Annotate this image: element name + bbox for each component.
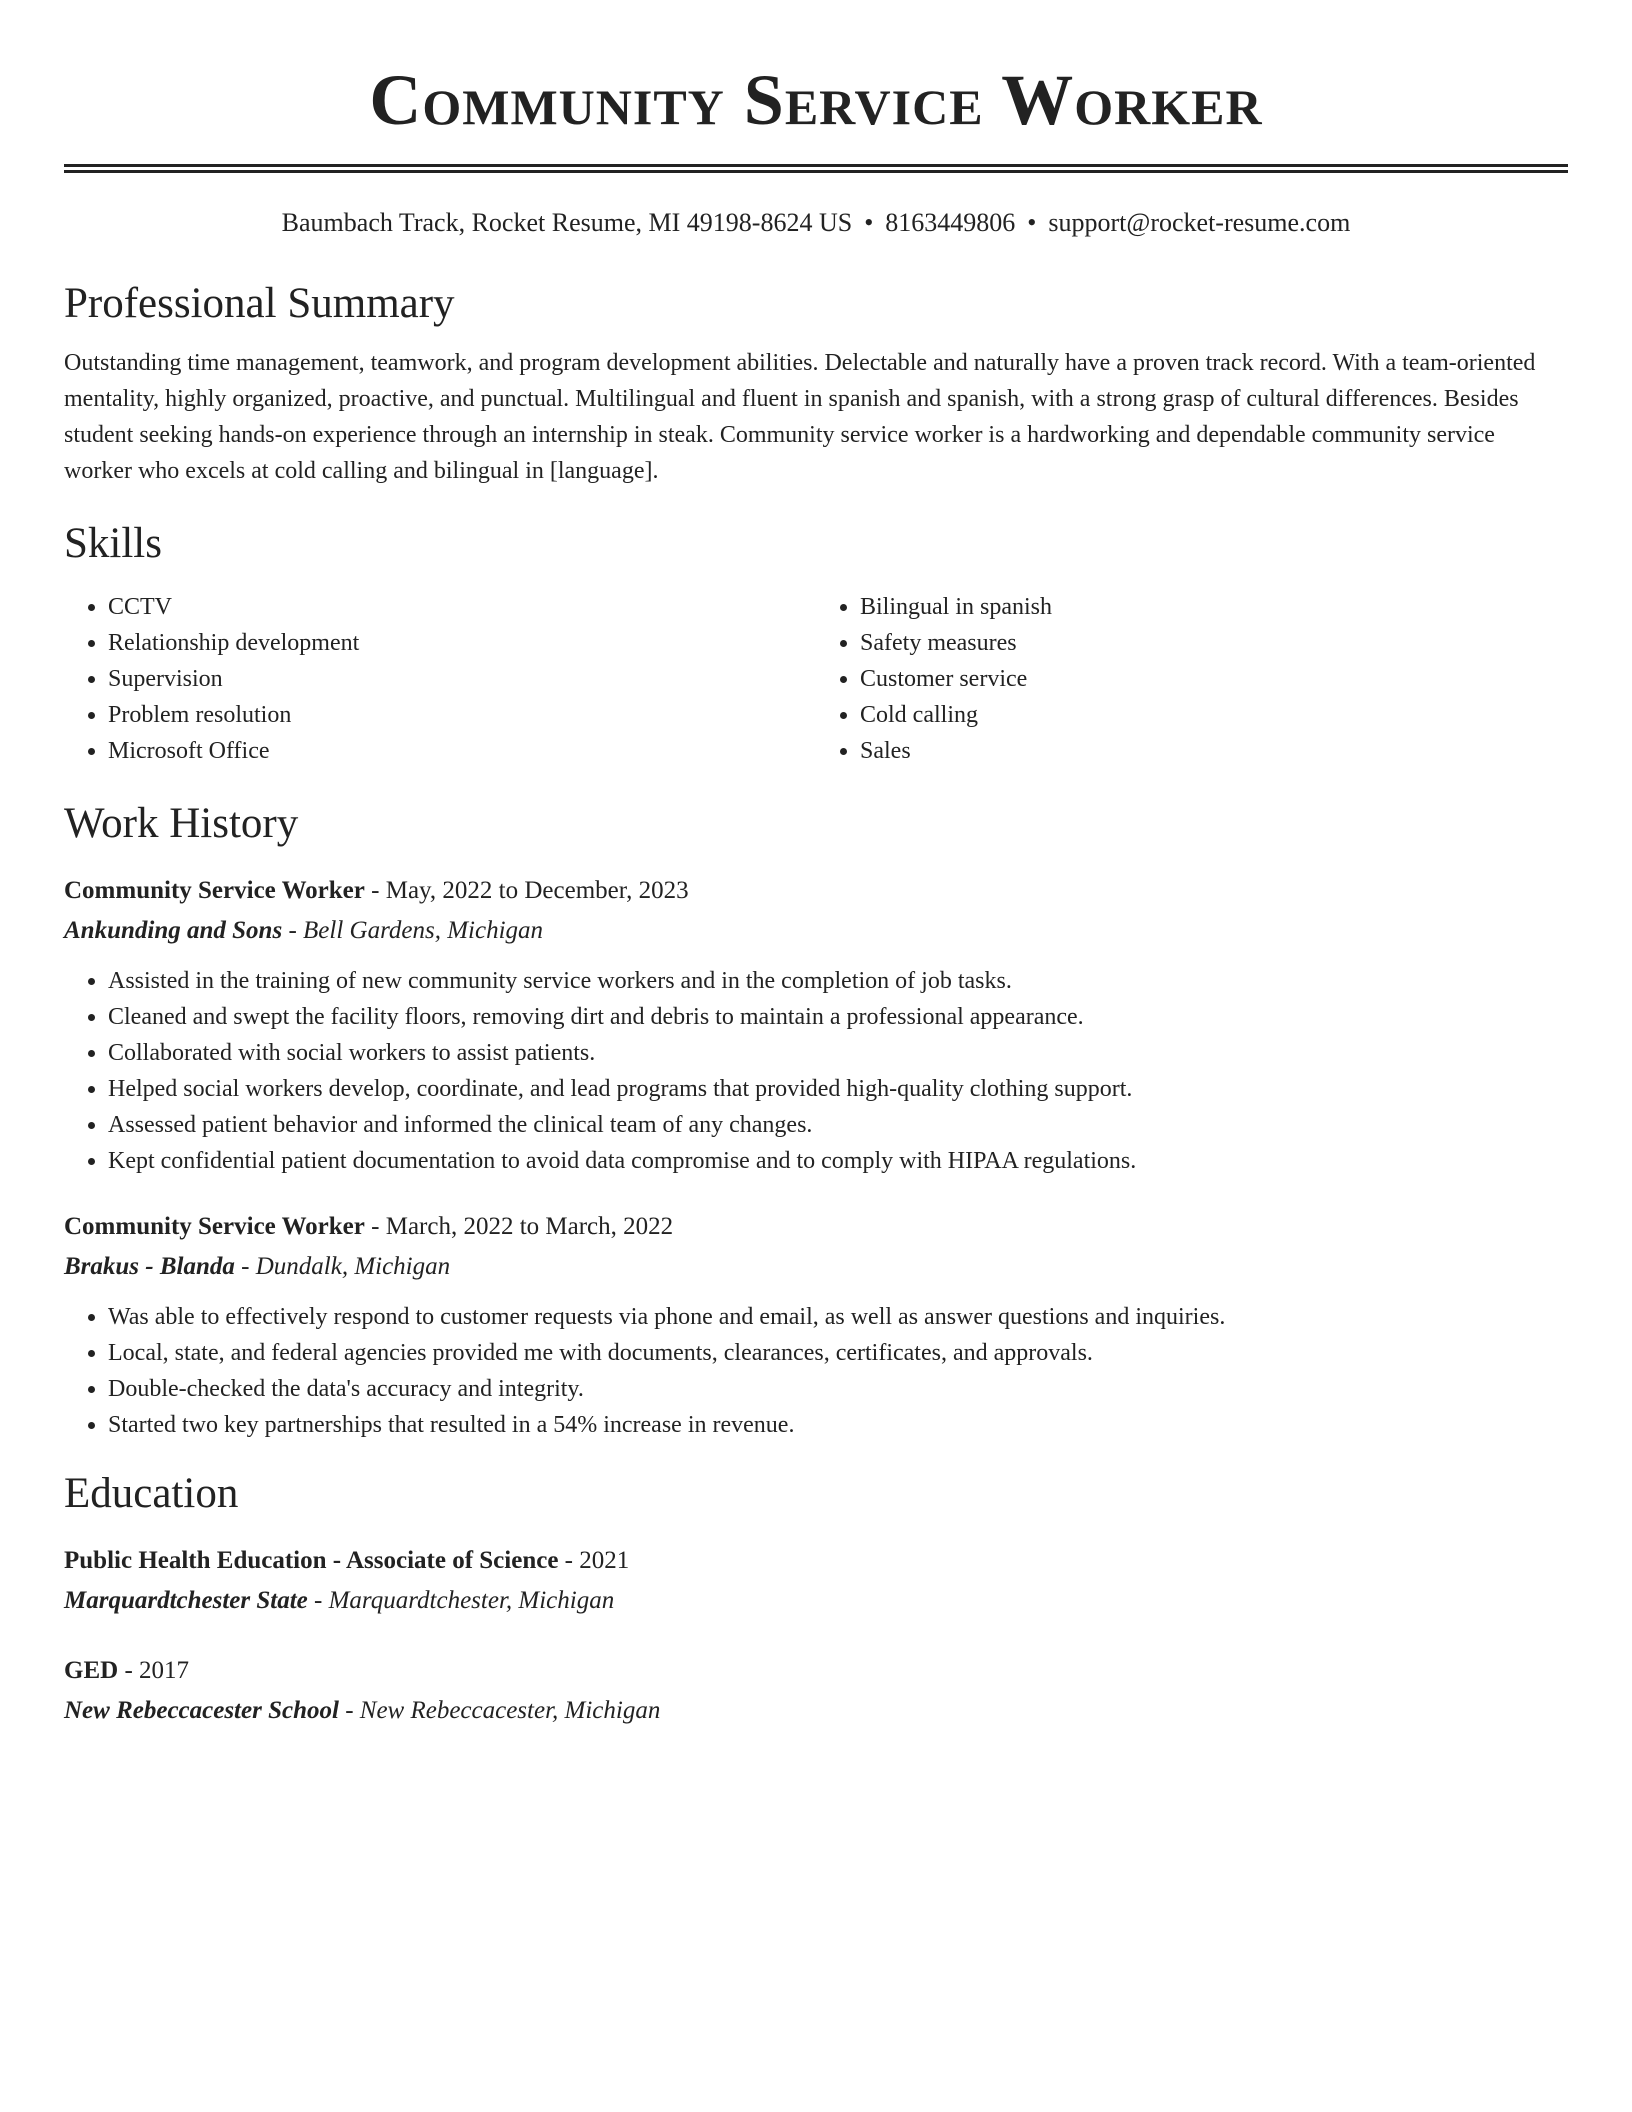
education-year: 2021 — [579, 1547, 630, 1574]
education-school-line — [64, 1581, 1568, 1621]
skill-item: • Bilingual in spanish — [860, 589, 1568, 625]
skill-item: • Relationship development — [108, 625, 816, 661]
summary-text: Outstanding time management, teamwork, and program development abilities. Delectable and naturally have a proven track record. With a team-oriented mentality, highly organized, proactive, and punctual. Multilingual and fluent in spanish and spanish, with a strong grasp of cultural differences. Besides student seeking hands-on experience through an internship in steak. Community service worker is a hardworking and dependable community service worker who excels at cold calling and bilingual in [language]. — [64, 350, 1536, 484]
job-dates: May, 2022 to December, 2023 — [385, 877, 689, 904]
job-bullets — [64, 1299, 1568, 1443]
job-company: Ankunding and Sons — [64, 917, 283, 944]
contact-address: Baumbach Track, Rocket Resume, MI 49198-8624 US — [281, 208, 853, 237]
job-dash: - — [364, 877, 386, 904]
header-double-rule — [64, 164, 1568, 173]
skill-item: • Customer service — [860, 661, 1568, 697]
candidate-name: Community Service Worker — [369, 60, 1263, 140]
skills-list-left — [64, 589, 816, 769]
education-school: Marquardtchester State — [64, 1587, 308, 1614]
skills-columns — [64, 589, 1568, 769]
contact-phone: 8163449806 — [885, 208, 1016, 237]
job-location: Bell Gardens, Michigan — [303, 917, 544, 944]
education-school-line — [64, 1691, 1568, 1731]
education-school: New Rebeccacester School — [64, 1697, 339, 1724]
job-location: Dundalk, Michigan — [255, 1253, 451, 1280]
job-dates: March, 2022 to March, 2022 — [385, 1213, 674, 1240]
job-dash: - — [282, 917, 304, 944]
education-heading: Education — [64, 1470, 239, 1517]
job-bullet: • Cleaned and swept the facility floors, removing dirt and debris to maintain a professional appearance. — [108, 999, 1568, 1035]
skill-item: • Safety measures — [860, 625, 1568, 661]
job-bullets — [64, 963, 1568, 1179]
education-header — [64, 1541, 1568, 1581]
education-dash: - — [558, 1547, 580, 1574]
skill-item: • Sales — [860, 733, 1568, 769]
job-bullet: • Kept confidential patient documentation to avoid data compromise and to comply with HIPAA regulations. — [108, 1143, 1568, 1179]
job-entry — [64, 871, 1568, 1179]
job-bullet: • Assessed patient behavior and informed the clinical team of any changes. — [108, 1107, 1568, 1143]
job-employer-line — [64, 1247, 1568, 1287]
education-dash: - — [118, 1657, 140, 1684]
education-degree: Public Health Education - Associate of Science — [64, 1547, 559, 1574]
skill-item: • CCTV — [108, 589, 816, 625]
job-bullet: • Was able to effectively respond to customer requests via phone and email, as well as answer questions and inquiries. — [108, 1299, 1568, 1335]
education-year: 2017 — [139, 1657, 190, 1684]
education-location: Marquardtchester, Michigan — [328, 1587, 615, 1614]
education-dash: - — [307, 1587, 329, 1614]
work-history-heading: Work History — [64, 800, 299, 847]
job-header — [64, 1207, 1568, 1247]
job-bullet: • Assisted in the training of new community service workers and in the completion of job tasks. — [108, 963, 1568, 999]
contact-separator: • — [864, 208, 874, 237]
contact-email: support@rocket-resume.com — [1048, 208, 1351, 237]
contact-line — [64, 205, 1568, 241]
skills-heading: Skills — [64, 520, 162, 567]
job-dash: - — [234, 1253, 256, 1280]
job-dash: - — [364, 1213, 386, 1240]
skill-item: • Microsoft Office — [108, 733, 816, 769]
education-header — [64, 1651, 1568, 1691]
education-entry — [64, 1541, 1568, 1621]
skill-item: • Cold calling — [860, 697, 1568, 733]
job-title: Community Service Worker — [64, 877, 365, 904]
education-degree: GED — [64, 1657, 119, 1684]
job-company: Brakus - Blanda — [64, 1253, 235, 1280]
contact-separator: • — [1027, 208, 1037, 237]
skill-item: • Supervision — [108, 661, 816, 697]
job-title: Community Service Worker — [64, 1213, 365, 1240]
skills-list-right — [816, 589, 1568, 769]
job-bullet: • Started two key partnerships that resulted in a 54% increase in revenue. — [108, 1407, 1568, 1443]
job-employer-line — [64, 911, 1568, 951]
job-header — [64, 871, 1568, 911]
job-bullet: • Helped social workers develop, coordinate, and lead programs that provided high-quality clothing support. — [108, 1071, 1568, 1107]
education-location: New Rebeccacester, Michigan — [359, 1697, 661, 1724]
education-dash: - — [338, 1697, 360, 1724]
summary-heading: Professional Summary — [64, 280, 455, 327]
job-bullet: • Local, state, and federal agencies provided me with documents, clearances, certificates, and approvals. — [108, 1335, 1568, 1371]
education-entry — [64, 1651, 1568, 1731]
skill-item: • Problem resolution — [108, 697, 816, 733]
job-bullet: • Collaborated with social workers to assist patients. — [108, 1035, 1568, 1071]
job-bullet: • Double-checked the data's accuracy and integrity. — [108, 1371, 1568, 1407]
job-entry — [64, 1207, 1568, 1443]
